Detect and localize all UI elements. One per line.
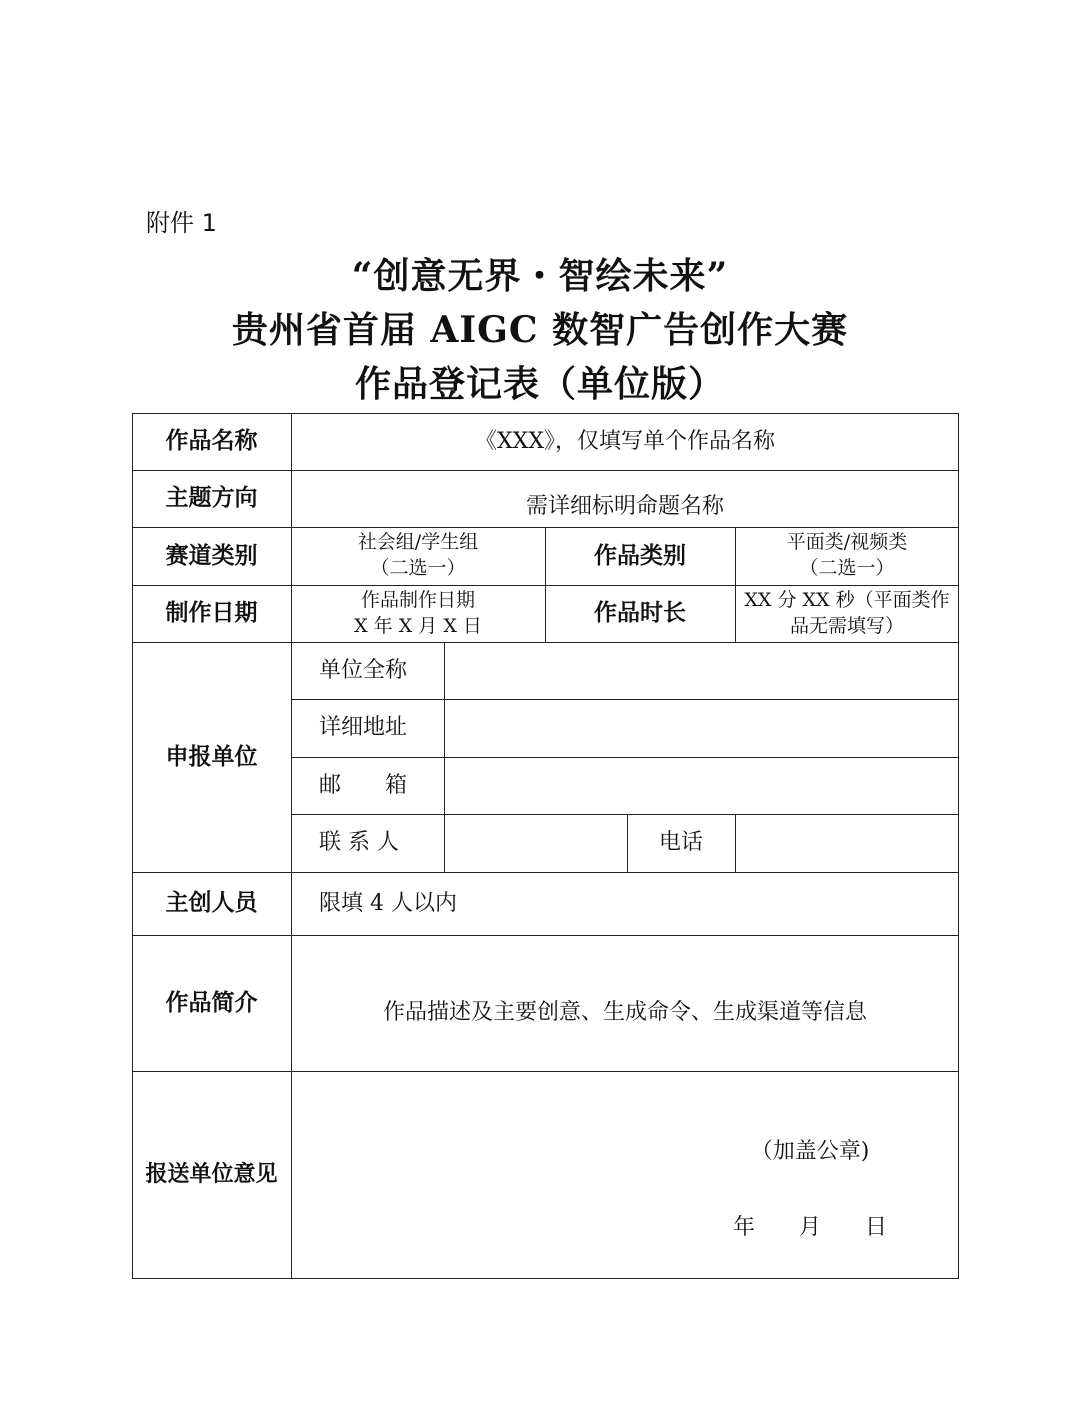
email-field[interactable]	[444, 757, 959, 814]
track-label: 赛道类别	[165, 542, 258, 569]
opinion-field[interactable]	[291, 1071, 959, 1279]
track-hint: （二选一）	[370, 557, 466, 579]
theme-label: 主题方向	[165, 485, 258, 512]
seal-text: （加盖公章)	[750, 1139, 870, 1165]
track-option-text: 社会组/学生组	[357, 531, 479, 554]
attachment-label: 附件 1	[146, 209, 217, 237]
date-hint: 作品制作日期	[360, 588, 475, 611]
duration-note: 品无需填写）	[789, 614, 904, 637]
phone-field[interactable]	[735, 814, 959, 872]
date-label: 制作日期	[165, 600, 258, 627]
theme-field[interactable]: 需详细标明命题名称	[525, 493, 724, 519]
creators-label: 主创人员	[165, 890, 258, 917]
duration-field[interactable]	[735, 585, 959, 642]
category-label: 作品类别	[594, 542, 686, 569]
category-field[interactable]	[735, 527, 959, 585]
address-field[interactable]	[444, 699, 959, 757]
date-stamp: 年 月 日	[732, 1215, 887, 1241]
contact-field[interactable]	[444, 814, 627, 872]
work-name-label: 作品名称	[165, 428, 258, 455]
creators-field[interactable]: 限填 4 人以内	[319, 890, 457, 916]
title-line-3: 作品登记表（单位版）	[354, 363, 725, 405]
work-name-field[interactable]: 《XXX》，仅填写单个作品名称	[475, 428, 775, 454]
category-hint: （二选一）	[799, 557, 895, 579]
date-format: X 年 X 月 X 日	[354, 614, 482, 637]
title-line-2: 贵州省首届 AIGC 数智广告创作大赛	[231, 309, 849, 351]
title-line-1: “创意无界・智绘未来”	[351, 255, 729, 297]
intro-label: 作品简介	[165, 989, 258, 1016]
unit-name-label: 单位全称	[319, 657, 408, 683]
applicant-label: 申报单位	[165, 743, 258, 770]
opinion-label: 报送单位意见	[145, 1162, 278, 1188]
email-label: 邮 箱	[319, 772, 408, 798]
category-option-text: 平面类/视频类	[786, 531, 908, 554]
track-field[interactable]	[291, 527, 545, 585]
address-label: 详细地址	[319, 715, 408, 741]
date-field[interactable]	[291, 585, 545, 642]
duration-label: 作品时长	[594, 600, 686, 627]
duration-format: XX 分 XX 秒（平面类作	[744, 588, 950, 611]
contact-label: 联 系 人	[319, 830, 399, 856]
intro-field[interactable]: 作品描述及主要创意、生成命令、生成渠道等信息	[382, 1000, 867, 1026]
phone-label: 电话	[658, 830, 703, 856]
unit-name-field[interactable]	[444, 642, 959, 699]
